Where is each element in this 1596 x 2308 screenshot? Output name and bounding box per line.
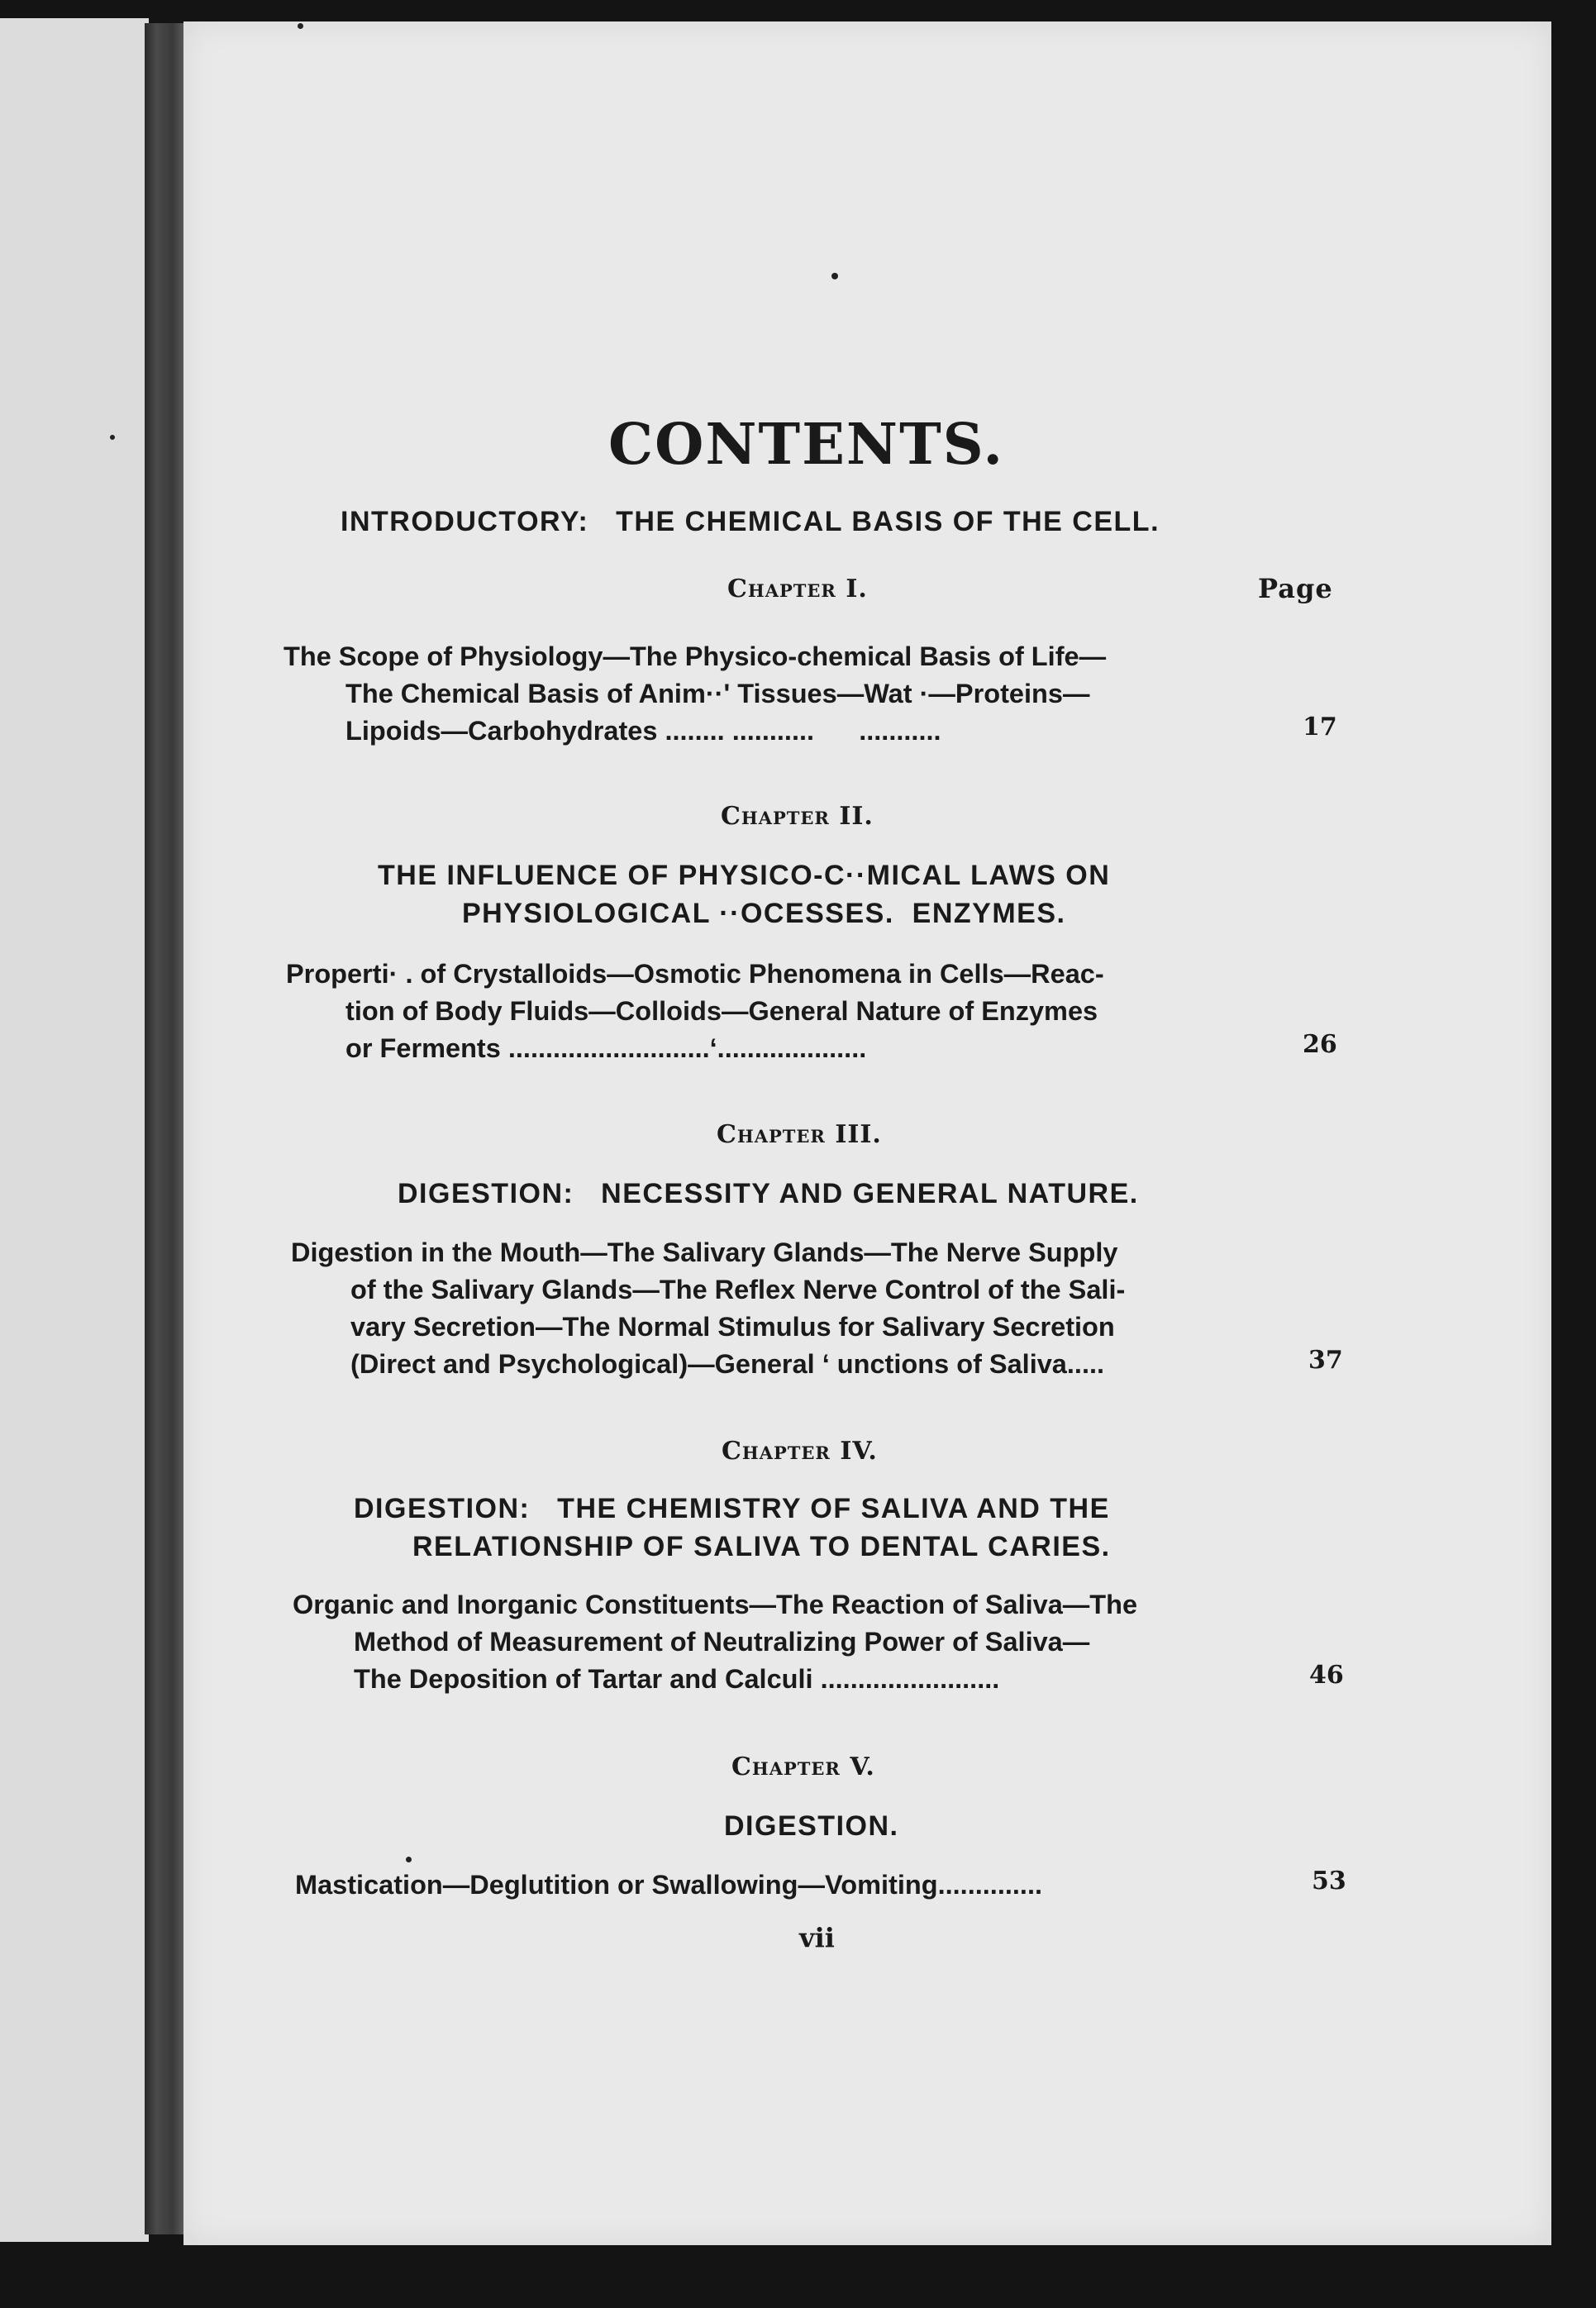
speck (298, 23, 303, 29)
entry-line: of the Salivary Glands—The Reflex Nerve Control of the Sali- (350, 1275, 1126, 1304)
entry-line: tion of Body Fluids—Colloids—General Nature of Enzymes (345, 996, 1098, 1026)
page-number: 17 (1303, 713, 1337, 742)
chapter-title: DIGESTION. (724, 1810, 899, 1842)
entry-line: Method of Measurement of Neutralizing Power of Saliva— (354, 1627, 1090, 1657)
chapter-title: DIGESTION: NECESSITY AND GENERAL NATURE. (398, 1178, 1139, 1209)
entry-line: vary Secretion—The Normal Stimulus for Salivary Secretion (350, 1312, 1115, 1342)
page-number: 46 (1309, 1661, 1344, 1690)
chapter-label: Chapter IV. (722, 1437, 878, 1466)
entry-line: Properti· . of Crystalloids—Osmotic Phenomena in Cells—Reac- (286, 959, 1104, 989)
chapter-title: PHYSIOLOGICAL ··OCESSES. ENZYMES. (462, 898, 1066, 929)
entry-line: (Direct and Psychological)—General ‘ unctions of Saliva..... (350, 1349, 1105, 1379)
entry-line: or Ferments ...........................‘.................... (345, 1033, 867, 1063)
entry-line: Digestion in the Mouth—The Salivary Glands—The Nerve Supply (291, 1237, 1118, 1267)
chapter-label: Chapter I. (727, 575, 868, 603)
speck (831, 273, 838, 279)
left-page-edge (0, 18, 149, 2242)
entry-line: The Deposition of Tartar and Calculi ........................ (354, 1664, 1000, 1694)
chapter-label: Chapter V. (731, 1752, 875, 1781)
chapter-label: Chapter II. (721, 802, 874, 831)
chapter-title: THE INFLUENCE OF PHYSICO-C··MICAL LAWS ON (378, 860, 1111, 891)
page-column-heading: Page (1258, 573, 1333, 604)
book-binding (145, 23, 184, 2234)
page-folio: vii (799, 1922, 835, 1953)
chapter-title: DIGESTION: THE CHEMISTRY OF SALIVA AND THE (354, 1493, 1110, 1524)
entry-line: The Chemical Basis of Anim··' Tissues—Wat ·—Proteins— (345, 679, 1090, 708)
chapter-title: RELATIONSHIP OF SALIVA TO DENTAL CARIES. (412, 1531, 1111, 1562)
introductory-heading: INTRODUCTORY: THE CHEMICAL BASIS OF THE CELL. (341, 506, 1160, 537)
page-number: 26 (1303, 1030, 1337, 1059)
page-number: 53 (1312, 1867, 1346, 1896)
page-title: CONTENTS. (607, 412, 1005, 478)
page-number: 37 (1308, 1346, 1343, 1375)
entry-line: Mastication—Deglutition or Swallowing—Vomiting.............. (295, 1870, 1043, 1900)
chapter-label: Chapter III. (717, 1120, 882, 1149)
entry-line: Organic and Inorganic Constituents—The Reaction of Saliva—The (293, 1590, 1138, 1619)
entry-line: The Scope of Physiology—The Physico-chemical Basis of Life— (283, 641, 1107, 671)
speck (406, 1857, 412, 1862)
entry-line: Lipoids—Carbohydrates ........ ........... ........... (345, 716, 941, 746)
